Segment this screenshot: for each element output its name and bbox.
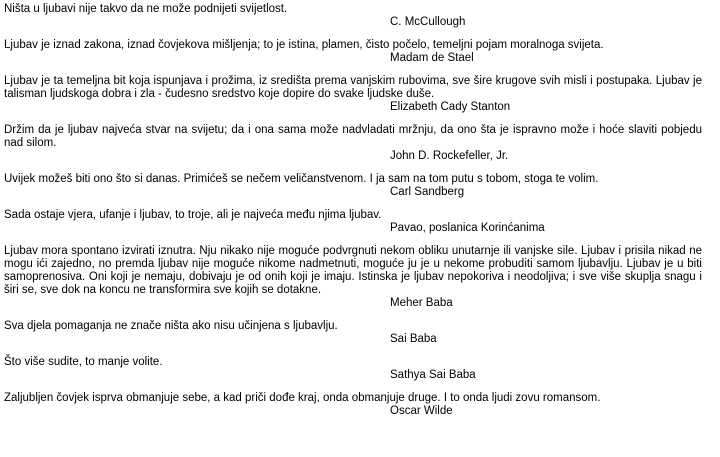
quote-item [4,173,702,199]
quote-item [4,3,702,29]
quote-text: Ljubav mora spontano izvirati iznutra. Nju nikako nije moguće podvrgnuti nekom obliku unutarnje ili vanjske sile. Ljubav i prisila nikad ne mogu ići zajedno, no premda ljubav nije moguće nikome nadmetnuti, moguće ju je u nekome probuditi samom ljubavlju. Ljubav je u biti samoprenosiva. Oni koji je nemaju, dobivaju je od onih koji je imaju. Istinska je ljubav nepokoriva i neodoljiva; i sve više skuplja snagu i širi se, sve dok na koncu ne transformira sve kojih se dotakne. [4,245,702,296]
quote-text: Ljubav je ta temeljna bit koja ispunjava i prožima, iz središta prema vanjskim rubovima, sve šire krugove svih misli i postupaka. Ljubav je talisman ljudskoga dobra i zla - čudesno sredstvo koje dopire do svake ljudske duše. [4,75,702,100]
quote-text: Držim da je ljubav najveća stvar na svijetu; da i ona sama može nadvladati mržnju, da ono šta je ispravno može i hoće slaviti pobjedu nad silom. [4,124,702,149]
quote-author: C. McCullough [390,16,466,28]
quote-author: Sai Baba [390,333,437,345]
quote-text: Zaljubljen čovjek isprva obmanjuje sebe, a kad priči dođe kraj, onda obmanjuje druge. I to onda ljudi zovu romansom. [4,392,601,404]
quote-item [4,245,702,310]
quote-text: Ništa u ljubavi nije takvo da ne može podnijeti svijetlost. [4,3,288,15]
quote-item [4,124,702,163]
quote-item [4,320,702,346]
quote-item [4,39,702,65]
quote-text: Sva djela pomaganja ne znače ništa ako nisu učinjena s ljubavlju. [4,320,338,332]
quote-author: Pavao, poslanica Korinćanima [390,222,545,234]
quote-text: Što više sudite, to manje volite. [4,356,163,368]
quote-author: Oscar Wilde [390,405,453,417]
quote-text: Uvijek možeš biti ono što si danas. Primićeš se nečem veličanstvenom. I ja sam na tom putu s tobom, stoga te volim. [4,173,599,185]
quote-list [4,3,702,428]
quote-author: Meher Baba [390,297,453,309]
quote-author: Elizabeth Cady Stanton [390,101,511,113]
quote-item [4,209,702,235]
quote-author: Carl Sandberg [390,186,465,198]
quote-item [4,356,702,382]
quote-text: Ljubav je iznad zakona, iznad čovjekova mišljenja; to je istina, plamen, čisto počelo, temeljni pojam moralnoga svijeta. [4,39,604,51]
quote-author: Sathya Sai Baba [390,369,476,381]
quote-item [4,392,702,418]
quote-text: Sada ostaje vjera, ufanje i ljubav, to troje, ali je najveća među njima ljubav. [4,209,382,221]
quote-item [4,75,702,114]
quote-author: Madam de Stael [390,52,474,64]
quote-author: John D. Rockefeller, Jr. [390,150,509,162]
